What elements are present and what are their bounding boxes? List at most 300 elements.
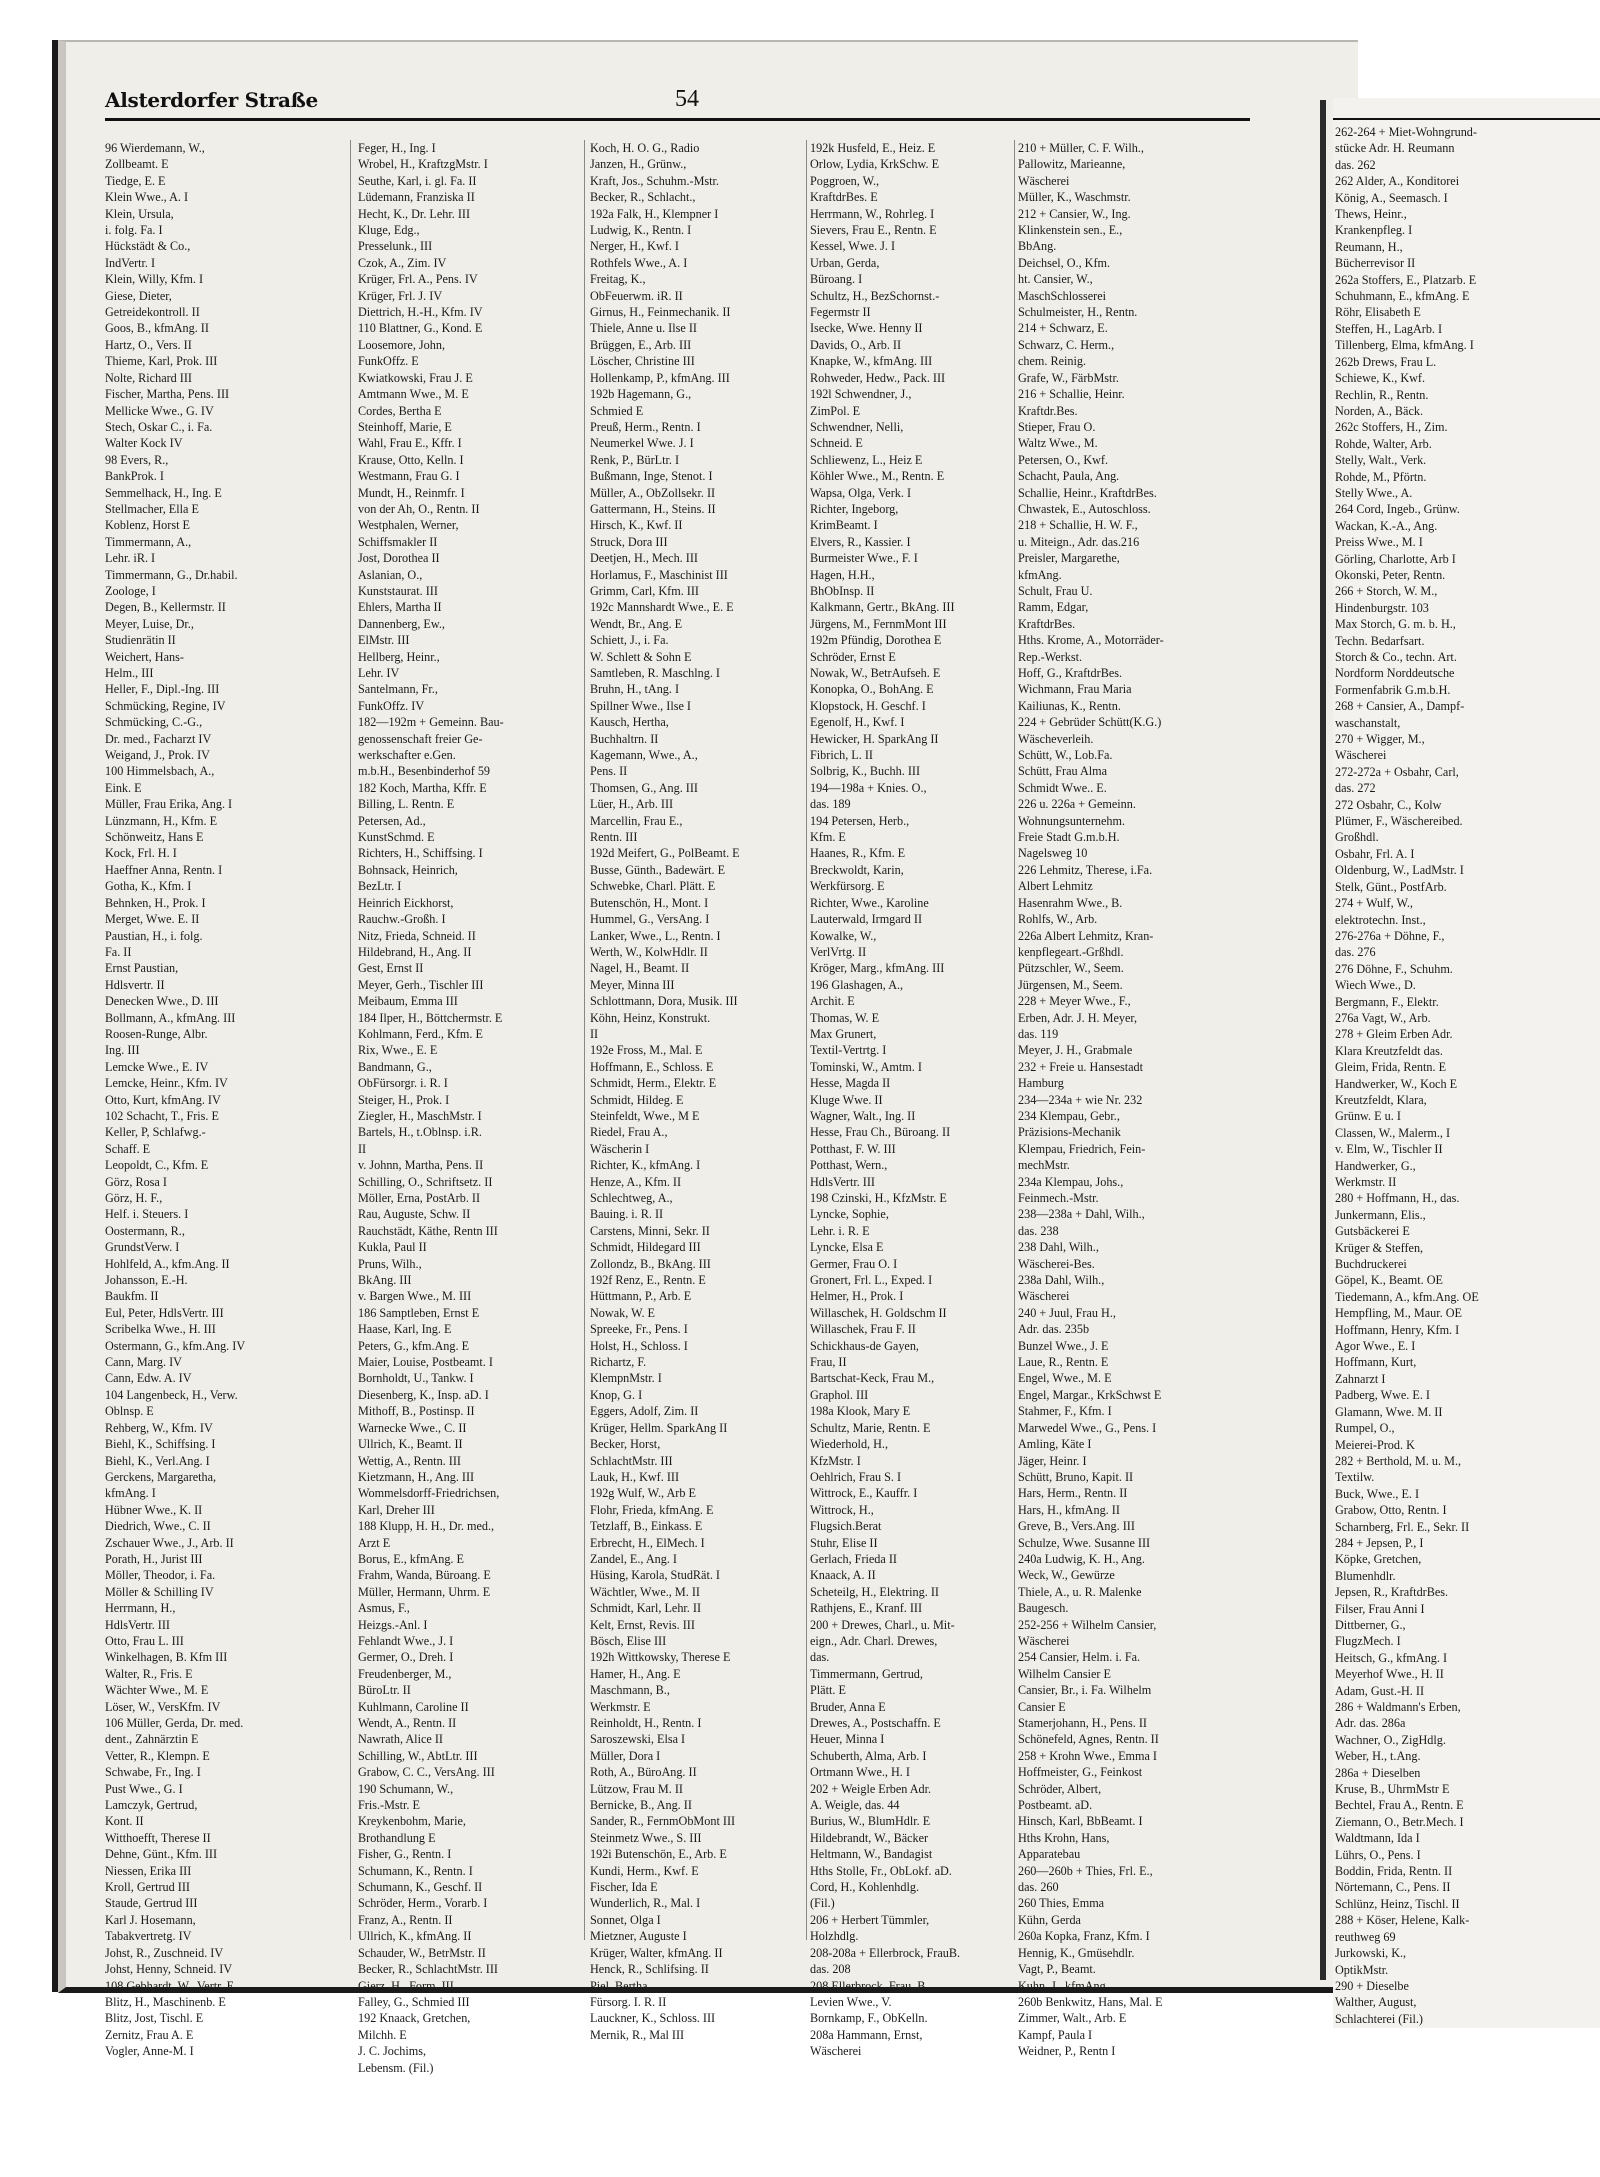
directory-entry-line: Grabow, Otto, Rentn. I [1335,1503,1447,1518]
directory-entry-line: Lüer, H., Arb. III [590,797,674,812]
directory-entry-line: Davids, O., Arb. II [810,337,902,352]
directory-entry-line: Kluge, Edg., [358,223,420,238]
directory-entry-line: Filser, Frau Anni I [1335,1601,1425,1616]
directory-entry-line: Schickhaus-de Gayen, [810,1338,919,1353]
directory-entry-line: Zollbeamt. E [105,157,169,172]
directory-entry-line: Ullrich, K., kfmAng. II [358,1929,472,1944]
directory-entry-line: Haanes, R., Kfm. E [810,846,906,861]
directory-entry-line: Wäscherin I [590,1141,650,1156]
directory-entry-line: Witthoefft, Therese II [105,1830,211,1845]
directory-entry-line: Schwabe, Fr., Ing. I [105,1765,201,1780]
adjacent-page-rule [1333,118,1600,120]
directory-entry-line: Oldenburg, W., LadMstr. I [1335,863,1464,878]
directory-entry-line: Helf. i. Steuers. I [105,1207,189,1222]
directory-entry-line: Wettig, A., Rentn. III [358,1453,461,1468]
directory-entry-line: Lyncke, Elsa E [810,1240,884,1255]
directory-entry-line: Wäscherei [810,2044,862,2059]
directory-entry-line: 240 + Juul, Frau H., [1018,1305,1116,1320]
directory-entry-line: Löscher, Christine III [590,354,695,369]
directory-entry-line: Wächtler, Wwe., M. II [590,1584,700,1599]
directory-entry-line: Neumerkel Wwe. J. I [590,436,694,451]
directory-entry-line: Walter, R., Fris. E [105,1666,193,1681]
directory-entry-line: Warnecke Wwe., C. II [358,1420,467,1435]
directory-entry-line: Hoffmann, Henry, Kfm. I [1335,1322,1460,1337]
directory-entry-line: das. 262 [1335,157,1376,172]
directory-entry-line: BüroLtr. II [358,1683,411,1698]
directory-entry-line: Paustian, H., i. folg. [105,928,203,943]
directory-entry-line: Albert Lehmitz [1018,879,1093,894]
directory-entry-line: 192g Wulf, W., Arb E [590,1486,696,1501]
directory-entry-line: Schaff. E [105,1141,151,1156]
directory-entry-line: Jurkowski, K., [1335,1946,1407,1961]
directory-entry-line: Schiewe, K., Kwf. [1335,371,1426,386]
directory-entry-line: Kraftdr.Bes. [1018,403,1078,418]
directory-entry-line: Amtmann Wwe., M. E [358,387,469,402]
directory-entry-line: Schröder, Ernst E [810,649,896,664]
directory-entry-line: Schultz, H., BezSchornst.- [810,288,940,303]
directory-entry-line: Peters, G., kfm.Ang. E [358,1338,470,1353]
directory-entry-line: ZimPol. E [810,403,861,418]
directory-entry-line: Müller, Dora I [590,1748,661,1763]
directory-entry-line: Levien Wwe., V. [810,1994,892,2009]
directory-entry-line: Janzen, H., Grünw., [590,157,687,172]
directory-entry-line: Apparatebau [1018,1847,1081,1862]
directory-entry-line: Henck, R., Schlifsing. II [590,1962,709,1977]
directory-entry-line: Merget, Wwe. E. II [105,912,200,927]
directory-entry-line: 208 Ellerbrock, Frau, B. [810,1978,929,1993]
directory-entry-line: Renk, P., BürLtr. I [590,452,680,467]
directory-entry-line: Nowak, W., BetrAufseh. E [810,666,941,680]
directory-entry-line: Hecht, K., Dr. Lehr. III [358,206,471,221]
directory-entry-line: Schallie, Heinr., KraftdrBes. [1018,485,1157,500]
directory-entry-line: Kohlmann, Ferd., Kfm. E [358,1026,483,1041]
directory-entry-line: waschanstalt, [1335,715,1401,730]
directory-entry-line: Heitsch, G., kfmAng. I [1335,1650,1448,1665]
directory-entry-line: Rohde, M., Pförtn. [1335,469,1427,484]
column-separator [350,140,351,1940]
directory-entry-line: Koch, H. O. G., Radio [590,141,700,155]
directory-entry-line: Becker, R., SchlachtMstr. III [358,1962,498,1977]
directory-entry-line: Wachner, O., ZigHdlg. [1335,1732,1446,1747]
directory-entry-line: 272 Osbahr, C., Kolw [1335,797,1442,812]
directory-entry-line: Steinfeldt, Wwe., M E [590,1108,700,1123]
directory-entry-line: 290 + Dieselbe [1335,1978,1409,1993]
directory-entry-line: Bauing. i. R. II [590,1207,664,1222]
directory-entry-line: Adr. das. 235b [1018,1322,1090,1337]
directory-entry-line: Stamerjohann, H., Pens. II [1018,1716,1147,1730]
directory-entry-line: Laue, R., Rentn. E [1018,1355,1109,1370]
directory-entry-line: Drewes, A., Postschaffn. E [810,1716,941,1730]
directory-entry-line: Helmer, H., Prok. I [810,1289,904,1304]
directory-entry-line: das. 276 [1335,945,1376,960]
directory-entry-line: Hths. Krome, A., Motorräder- [1018,633,1164,648]
directory-entry-line: Schröder, Herm., Vorarb. I [358,1896,488,1911]
directory-entry-line: Möller, Erna, PostArb. II [358,1191,481,1205]
directory-entry-line: Stelk, Günt., PostfArb. [1335,879,1447,894]
directory-entry-line: Bergmann, F., Elektr. [1335,994,1439,1009]
directory-entry-line: Rix, Wwe., E. E [358,1043,438,1058]
directory-entry-line: Mundt, H., Reinmfr. I [358,485,465,500]
directory-entry-line: Cansier E [1018,1699,1066,1714]
directory-entry-line: Saroszewski, Elsa I [590,1732,686,1747]
directory-entry-line: 264 Cord, Ingeb., Grünw. [1335,502,1460,517]
directory-entry-line: Richartz, F. [590,1355,647,1370]
directory-entry-line: Rohweder, Hedw., Pack. III [810,370,946,385]
directory-entry-line: Steinmetz Wwe., S. III [590,1830,702,1845]
directory-entry-line: Hellberg, Heinr., [358,649,440,664]
directory-entry-line: Girnus, H., Feinmechanik. II [590,305,731,320]
directory-entry-line: 240a Ludwig, K. H., Ang. [1018,1551,1145,1566]
directory-entry-line: Zimmer, Walt., Arb. E [1018,2011,1127,2026]
directory-entry-line: Goos, B., kfmAng. II [105,321,209,336]
directory-entry-line: Schmidt Wwe.. E. [1018,780,1107,795]
directory-entry-line: Hagen, H.H., [810,567,875,582]
directory-entry-line: Presselunk., III [358,239,433,254]
directory-entry-line: Thomsen, G., Ang. III [590,780,698,795]
directory-entry-line: Bartels, H., t.Oblnsp. i.R. [358,1125,482,1140]
directory-entry-line: Stieper, Frau O. [1018,419,1096,434]
directory-entry-line: Fegermstr II [810,305,871,320]
directory-entry-line: Germer, Frau O. I [810,1256,898,1271]
directory-entry-line: Textil-Vertrtg. I [810,1043,887,1058]
directory-entry-line: Pruns, Wilh., [358,1256,422,1271]
directory-entry-line: Ziemann, O., Betr.Mech. I [1335,1814,1464,1829]
directory-entry-line: Rohlfs, W., Arb. [1018,912,1098,927]
directory-entry-line: Hasenrahm Wwe., B. [1018,895,1123,910]
directory-entry-line: Görz, H. F., [105,1191,163,1205]
directory-entry-line: Rentn. III [590,830,638,845]
directory-entry-line: 196 Glashagen, A., [810,977,904,992]
directory-entry-line: Dannenberg, Ew., [358,616,445,631]
directory-entry-line: Buck, Wwe., E. I [1335,1486,1420,1501]
directory-entry-line: FunkOffz. IV [358,698,425,713]
directory-entry-line: Pens. II [590,764,628,779]
directory-entry-line: Krüger, Frl. A., Pens. IV [358,272,478,287]
directory-entry-line: Kagemann, Wwe., A., [590,748,698,763]
directory-entry-line: Hückstädt & Co., [105,239,191,254]
directory-entry-line: Möller, Theodor, i. Fa. [105,1568,216,1583]
page-number: 54 [675,86,699,112]
directory-entry-line: BezLtr. I [358,879,402,894]
directory-entry-line: Aslanian, O., [358,567,423,582]
directory-entry-line: Grimm, Carl, Kfm. III [590,583,699,598]
directory-entry-line: Krüger, Walter, kfmAng. II [590,1945,723,1960]
directory-entry-line: Klein Wwe., A. I [105,190,189,205]
directory-entry-line: Vogler, Anne-M. I [105,2044,194,2059]
directory-entry-line: Hoffmeister, G., Feinkost [1018,1765,1143,1780]
directory-entry-line: Schiett, J., i. Fa. [590,633,669,648]
directory-entry-line: Grabow, C. C., VersAng. III [358,1765,495,1780]
directory-entry-line: Deetjen, H., Mech. III [590,551,698,566]
directory-entry-line: Lehr. IV [358,666,400,680]
directory-entry-line: BhObInsp. II [810,583,875,598]
directory-entry-line: II [358,1141,367,1156]
directory-entry-line: Porath, H., Jurist III [105,1551,203,1566]
directory-entry-line: Schmidt, Herm., Elektr. E [590,1076,717,1091]
directory-entry-line: Ing. III [105,1043,140,1058]
directory-entry-line: Eggers, Adolf, Zim. II [590,1404,699,1419]
page-gutter [1320,100,1326,1980]
directory-entry-line: Sonnet, Olga I [590,1912,661,1927]
directory-entry-line: Wäscheverleih. [1018,731,1094,746]
directory-entry-line: Oblnsp. E [105,1404,154,1419]
directory-entry-line: Mernik, R., Mal III [590,2027,685,2042]
directory-entry-line: Staude, Gertrud III [105,1896,198,1911]
directory-entry-line: Lünzmann, H., Kfm. E [105,813,218,828]
directory-entry-line: Amling, Käte I [1018,1437,1092,1452]
directory-entry-line: 228 + Meyer Wwe., F., [1018,994,1131,1009]
directory-entry-line: Cord, H., Kohlenhdlg. [810,1880,920,1895]
directory-entry-line: Tiedge, E. E [105,173,166,188]
directory-entry-line: Kuhn, J., kfmAng. [1018,1978,1109,1993]
directory-entry-line: Steinhoff, Marie, E [358,419,452,434]
directory-entry-line: Steffen, H., LagArb. I [1335,321,1443,336]
directory-entry-line: 276-276a + Döhne, F., [1335,928,1445,943]
directory-entry-line: Lauckner, K., Schloss. III [590,2011,716,2026]
directory-entry-line: Sievers, Frau E., Rentn. E [810,223,937,238]
directory-entry-line: Röhr, Elisabeth E [1335,305,1421,320]
directory-entry-line: Reinholdt, H., Rentn. I [590,1716,702,1730]
directory-entry-line: kfmAng. I [105,1486,156,1501]
directory-entry-line: Meyer, Minna III [590,977,675,992]
directory-entry-line: Milchh. E [358,2027,407,2042]
directory-entry-line: Hesse, Magda II [810,1076,891,1091]
directory-entry-line: Gierz, H., Form. III [358,1978,454,1993]
directory-entry-line: Wendt, A., Rentn. II [358,1716,457,1730]
directory-entry-line: KlempnMstr. I [590,1371,662,1386]
directory-entry-line: 110 Blattner, G., Kond. E [358,321,483,336]
directory-entry-line: Großhdl. [1335,830,1379,845]
directory-entry-line: Agor Wwe., E. I [1335,1339,1416,1354]
directory-entry-line: 98 Evers, R., [105,452,169,467]
directory-entry-line: stücke Adr. H. Reumann [1335,141,1455,156]
directory-entry-line: 206 + Herbert Tümmler, [810,1912,930,1927]
directory-entry-line: ht. Cansier, W., [1018,272,1093,287]
directory-entry-line: 280 + Hoffmann, H., das. [1335,1191,1460,1206]
directory-entry-line: 192f Renz, E., Rentn. E [590,1273,706,1288]
directory-entry-line: 198 Czinski, H., KfzMstr. E [810,1191,947,1205]
directory-entry-line: 192b Hagemann, G., [590,387,692,402]
directory-entry-line: 270 + Wigger, M., [1335,732,1425,747]
directory-entry-line: Hths Krohn, Hans, [1018,1830,1110,1845]
directory-entry-line: Flohr, Frieda, kfmAng. E [590,1502,714,1517]
directory-entry-line: Klara Kreutzfeldt das. [1335,1043,1443,1058]
directory-entry-line: Weichert, Hans- [105,649,184,664]
directory-entry-line: Jepsen, R., KraftdrBes. [1335,1585,1449,1600]
directory-entry-line: Meyer, Gerh., Tischler III [358,977,484,992]
directory-entry-line: Werkmstr. II [1335,1175,1397,1189]
directory-entry-line: Köhn, Heinz, Konstrukt. [590,1010,711,1025]
directory-entry-line: Franz, A., Rentn. II [358,1912,453,1927]
directory-entry-line: Ullrich, K., Beamt. II [358,1437,463,1452]
directory-entry-line: v. Johnn, Martha, Pens. II [358,1158,484,1173]
directory-entry-line: Freitag, K., [590,272,646,287]
directory-entry-line: das. 119 [1018,1026,1059,1041]
directory-entry-line: Breckwoldt, Karin, [810,862,904,877]
directory-entry-line: Fehlandt Wwe., J. I [358,1633,454,1648]
directory-entry-line: Lamczyk, Gertrud, [105,1798,198,1813]
directory-entry-line: Hartz, O., Vers. II [105,337,192,352]
directory-entry-line: Dittberner, G., [1335,1617,1406,1632]
directory-entry-line: Lehr. iR. I [105,551,156,566]
directory-entry-line: Okonski, Peter, Rentn. [1335,567,1446,582]
directory-entry-line: Semmelhack, H., Ing. E [105,485,222,500]
directory-entry-line: Handwerker, G., [1335,1158,1416,1173]
directory-entry-line: Kowalke, W., [810,928,877,943]
directory-entry-line: Wilhelm Cansier E [1018,1666,1111,1681]
directory-entry-line: Wittrock, H., [810,1502,874,1517]
directory-entry-line: Preuß, Herm., Rentn. I [590,419,701,434]
directory-entry-line: Bunzel Wwe., J. E [1018,1338,1109,1353]
directory-entry-line: 272-272a + Osbahr, Carl, [1335,764,1459,779]
directory-entry-line: Blumenhdlr. [1335,1568,1396,1583]
directory-entry-line: GrundstVerw. I [105,1240,180,1255]
directory-entry-line: Schauder, W., BetrMstr. II [358,1945,486,1960]
directory-entry-line: ObFeuerwm. iR. II [590,288,683,303]
directory-entry-line: Max Storch, G. m. b. H., [1335,617,1456,632]
directory-entry-line: Holst, H., Schloss. I [590,1338,688,1353]
directory-entry-line: Schiffsmakler II [358,534,438,549]
directory-entry-line: Storch & Co., techn. Art. [1335,650,1457,664]
directory-entry-line: Wäscherei [1018,173,1070,188]
directory-entry-line: Schumann, K., Rentn. I [358,1863,473,1878]
directory-entry-line: Hummel, G., VersAng. I [590,912,710,927]
directory-entry-line: Bernicke, B., Ang. II [590,1798,692,1813]
directory-entry-line: Roth, A., BüroAng. II [590,1765,697,1780]
column-separator [584,140,585,1940]
directory-entry-line: Wackan, K.-A., Ang. [1335,518,1438,533]
directory-entry-line: Werth, W., KolwHdlr. II [590,944,708,959]
directory-entry-line: Bruder, Anna E [810,1699,886,1714]
directory-entry-line: Klopstock, H. Geschf. I [810,698,926,713]
directory-entry-line: Zandel, E., Ang. I [590,1551,677,1566]
directory-entry-line: Hirsch, K., Kwf. II [590,518,683,533]
directory-entry-line: Waldtmann, Ida I [1335,1831,1420,1846]
directory-entry-line: 194 Petersen, Herb., [810,813,910,828]
directory-entry-line: Schönefeld, Agnes, Rentn. II [1018,1732,1159,1747]
directory-entry-line: Plätt. E [810,1683,846,1698]
directory-entry-line: Brüggen, E., Arb. III [590,337,692,352]
directory-entry-line: Engel, Margar., KrkSchwst E [1018,1387,1162,1402]
directory-entry-line: Petersen, O., Kwf. [1018,452,1109,467]
directory-entry-line: 254 Cansier, Helm. i. Fa. [1018,1650,1141,1665]
directory-entry-line: Hars, Herm., Rentn. II [1018,1486,1128,1501]
directory-entry-line: Fischer, Ida E [590,1880,658,1895]
directory-entry-line: Nagelsweg 10 [1018,846,1088,861]
directory-entry-line: OptikMstr. [1335,1962,1389,1977]
directory-entry-line: Rumpel, O., [1335,1421,1395,1436]
directory-entry-line: Klein, Willy, Kfm. I [105,272,204,287]
directory-entry-line: Burius, W., BlumHdlr. E [810,1814,931,1829]
directory-entry-line: Klinkenstein sen., E., [1018,223,1123,238]
directory-entry-line: Wahl, Frau E., Kffr. I [358,436,462,451]
directory-entry-line: 224 + Gebrüder Schütt(K.G.) [1018,715,1162,730]
directory-entry-line: 260a Kopka, Franz, Kfm. I [1018,1929,1150,1944]
directory-entry-line: Timmermann, Gertrud, [810,1666,923,1681]
directory-entry-line: Niessen, Erika III [105,1863,192,1878]
directory-entry-line: Riedel, Frau A., [590,1125,668,1140]
directory-entry-line: chem. Reinig. [1018,354,1087,369]
directory-entry-line: Zahnarzt I [1335,1371,1386,1386]
directory-entry-line: Kont. II [105,1814,144,1829]
directory-entry-line: Lebensm. (Fil.) [358,2060,434,2075]
directory-entry-line: Roosen-Runge, Albr. [105,1026,208,1041]
directory-entry-line: Hollenkamp, P., kfmAng. III [590,370,730,385]
directory-entry-line: Mellicke Wwe., G. IV [105,403,214,418]
directory-entry-line: das. [810,1650,830,1665]
directory-entry-line: Kraft, Jos., Schuhm.-Mstr. [590,173,719,188]
directory-entry-line: 214 + Schwarz, E. [1018,321,1108,336]
directory-entry-line: das. 208 [810,1962,851,1977]
directory-entry-line: Löser, W., VersKfm. IV [105,1699,221,1714]
directory-column-3 [590,140,802,2042]
directory-entry-line: Richter, Wwe., Karoline [810,895,929,910]
directory-entry-line: Rauchw.-Großh. I [358,912,446,927]
directory-entry-line: Kühn, Gerda [1018,1912,1081,1927]
directory-entry-line: VerlVrtg. II [810,944,867,959]
directory-entry-line: das. 260 [1018,1880,1059,1895]
directory-entry-line: von der Ah, O., Rentn. II [358,501,480,516]
directory-entry-line: Cann, Edw. A. IV [105,1371,192,1386]
directory-entry-line: Gutsbäckerei E [1335,1224,1410,1239]
directory-entry-line: Walter Kock IV [105,436,183,451]
directory-entry-line: Becker, Horst, [590,1437,661,1452]
directory-column-5 [1018,140,1258,2059]
directory-entry-line: Richter, K., kfmAng. I [590,1158,701,1173]
directory-entry-line: Bücherrevisor II [1335,256,1416,271]
directory-entry-line: Henze, A., Kfm. II [590,1174,682,1189]
directory-entry-line: Kailiunas, K., Rentn. [1018,698,1121,713]
directory-entry-line: Weidner, P., Rentn I [1018,2044,1116,2059]
directory-entry-line: Hoffmann, E., Schloss. E [590,1059,714,1074]
directory-entry-line: Schmücking, C.-G., [105,715,203,730]
directory-entry-line: Degen, B., Kellermstr. II [105,600,226,615]
directory-entry-line: Zollondz, B., BkAng. III [590,1256,711,1271]
directory-entry-line: Schmidt, Hildegard III [590,1240,701,1255]
directory-entry-line: 268 + Cansier, A., Dampf- [1335,699,1465,714]
directory-entry-line: Kessel, Wwe. J. I [810,239,896,254]
directory-entry-line: 182—192m + Gemeinn. Bau- [358,715,504,730]
directory-entry-line: Lützow, Frau M. II [590,1781,683,1796]
directory-entry-line: Lemcke, Heinr., Kfm. IV [105,1076,228,1091]
directory-entry-line: 186 Samptleben, Ernst E [358,1305,480,1320]
directory-entry-line: Knaack, A. II [810,1568,876,1583]
directory-entry-line: Stech, Oskar C., i. Fa. [105,419,213,434]
directory-entry-line: Fischer, Martha, Pens. III [105,387,230,402]
directory-entry-line: Frahm, Wanda, Büroang. E [358,1568,491,1583]
header-rule [105,118,1250,121]
directory-entry-line: Padberg, Wwe. E. I [1335,1388,1430,1403]
directory-entry-line: Bollmann, A., kfmAng. III [105,1010,236,1025]
directory-entry-line: Hths Stolle, Fr., ObLokf. aD. [810,1863,952,1878]
directory-entry-line: HdlsVertr. III [105,1617,170,1632]
directory-entry-line: Herrmann, W., Rohrleg. I [810,206,935,221]
directory-entry-line: Ehlers, Martha II [358,600,442,615]
directory-entry-line: Bußmann, Inge, Stenot. I [590,469,713,484]
directory-entry-line: Mithoff, B., Postinsp. II [358,1404,475,1419]
directory-entry-line: Cansier, Br., i. Fa. Wilhelm [1018,1683,1152,1698]
directory-entry-line: Postbeamt. aD. [1018,1798,1093,1813]
directory-entry-line: 210 + Müller, C. F. Wilh., [1018,141,1144,155]
directory-entry-line: Spillner Wwe., Ilse I [590,698,691,713]
directory-entry-line: Hdlsvertr. II [105,977,165,992]
directory-entry-line: KunstSchmd. E [358,830,435,845]
directory-entry-line: 194—198a + Knies. O., [810,780,927,795]
directory-entry-line: Diesenberg, K., Insp. aD. I [358,1387,489,1402]
directory-entry-line: Biehl, K., Verl.Ang. I [105,1453,210,1468]
directory-entry-line: Kröger, Marg., kfmAng. III [810,961,945,976]
directory-entry-line: Gronert, Frl. L., Exped. I [810,1273,933,1288]
